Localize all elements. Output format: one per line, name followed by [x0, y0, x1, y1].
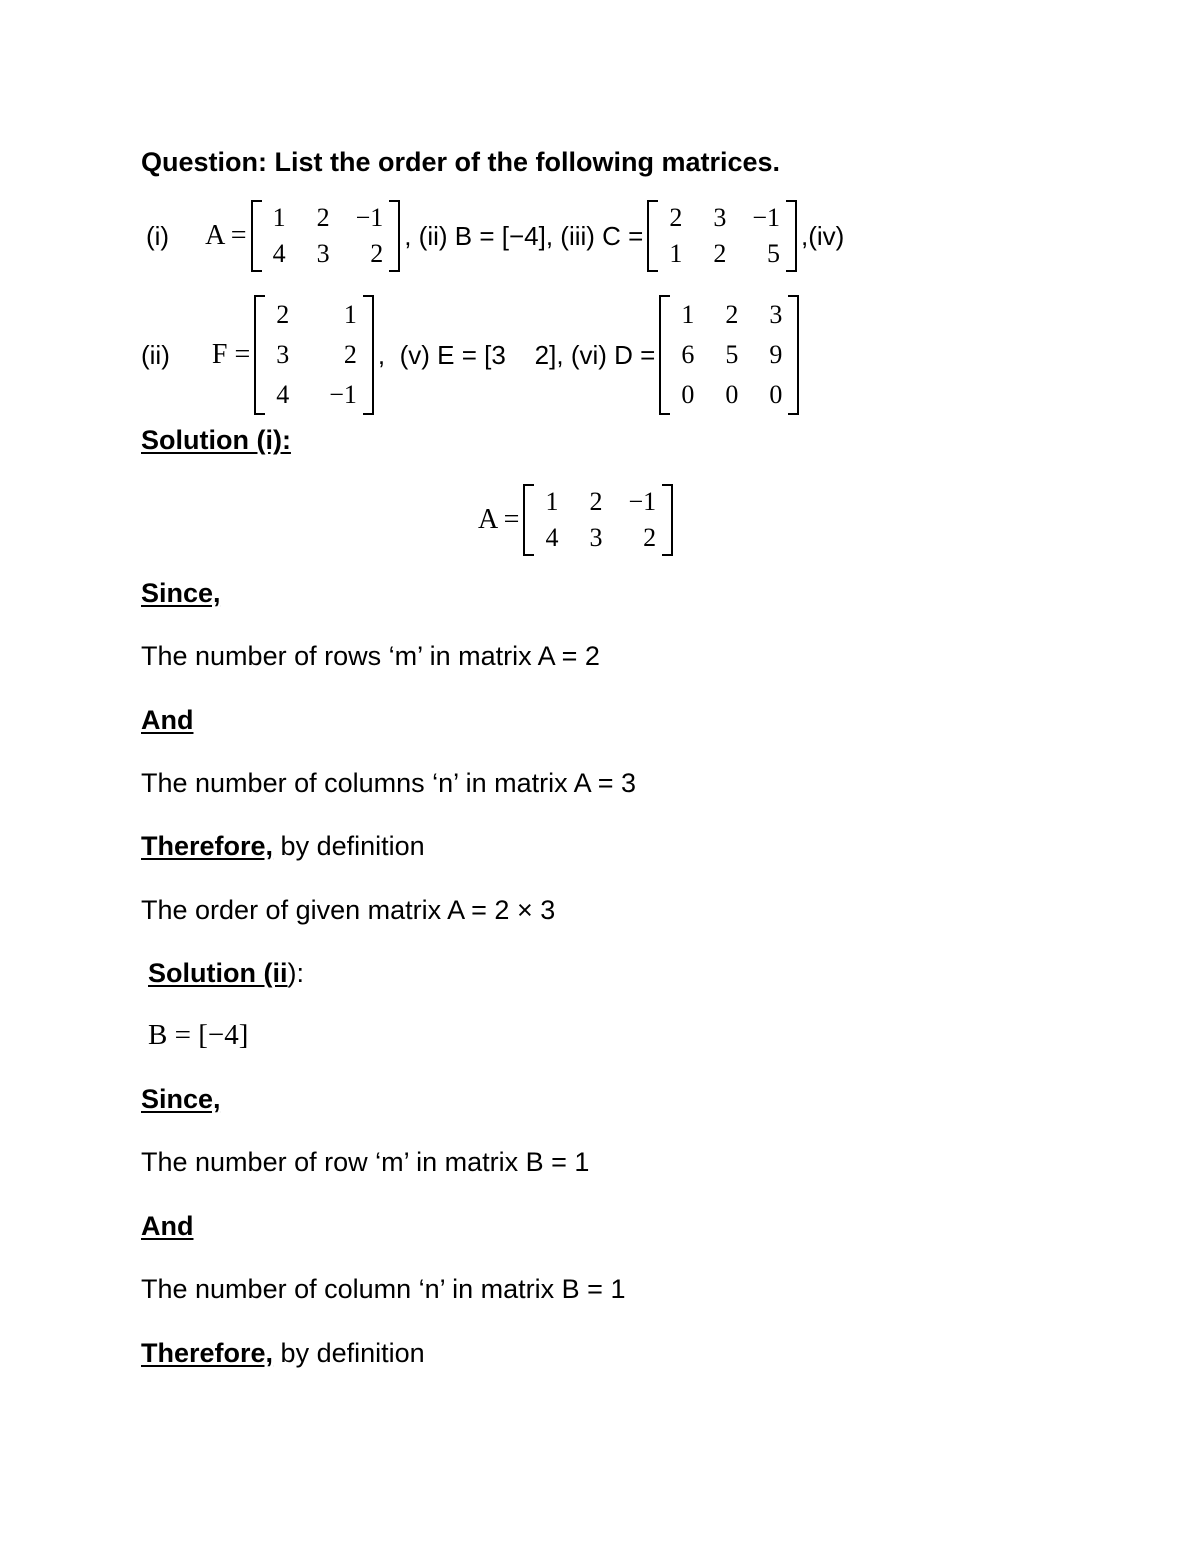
- matrix-f: [254, 295, 374, 415]
- solution-ii-by-definition: by definition: [273, 1338, 425, 1368]
- matrix-cell: 2: [713, 239, 727, 268]
- matrix-cell: 3: [713, 203, 727, 232]
- matrix-cell: 2: [643, 523, 657, 552]
- matrix-cell: 9: [769, 340, 783, 369]
- solution-i-rows-text: The number of rows ‘m’ in matrix A = 2: [141, 641, 600, 671]
- solution-i-therefore: Therefore,: [141, 831, 274, 861]
- item-ii-iii-label: , (ii) B = [−4], (iii) C =: [404, 220, 644, 251]
- solution-ii-rows-text: The number of row ‘m’ in matrix B = 1: [141, 1147, 590, 1177]
- solution-i-matrix-a-grid: [534, 484, 662, 556]
- matrix-cell: 3: [276, 340, 290, 369]
- matrix-cell: 2: [316, 203, 330, 232]
- question-heading: Question: List the order of the following matrices.: [141, 147, 781, 177]
- item-i-label: (i): [146, 220, 170, 251]
- matrix-c: [647, 200, 797, 272]
- solution-ii-heading: Solution (ii: [148, 958, 288, 988]
- item-iv-label: ,(iv): [801, 220, 845, 251]
- solution-i-therefore-line: [141, 830, 425, 862]
- matrix-c-grid: [658, 200, 786, 272]
- matrix-d: [659, 295, 799, 415]
- matrix-cell: 1: [681, 300, 695, 329]
- matrix-cell: 0: [769, 380, 783, 409]
- matrix-f-name: F =: [211, 339, 251, 370]
- matrix-cell: 4: [545, 523, 559, 552]
- matrix-cell: 3: [316, 239, 330, 268]
- matrix-a-name: A =: [205, 220, 247, 251]
- matrix-d-grid: [670, 295, 788, 415]
- matrix-cell: −1: [329, 380, 357, 409]
- solution-ii-and: And: [141, 1211, 194, 1241]
- item-ii2-label: (ii): [141, 339, 170, 370]
- solution-i-heading: Solution (i):: [141, 425, 291, 455]
- solution-ii-heading-end: ):: [287, 958, 304, 988]
- solution-ii-cols-text: The number of column ‘n’ in matrix B = 1: [141, 1274, 626, 1304]
- matrix-cell: 0: [681, 380, 695, 409]
- matrix-cell: 4: [276, 380, 290, 409]
- matrix-cell: 2: [589, 487, 603, 516]
- matrix-cell: 2: [276, 300, 290, 329]
- solution-ii-therefore: Therefore,: [141, 1338, 274, 1368]
- solution-i-matrix-a: [523, 484, 673, 556]
- matrix-cell: 6: [681, 340, 695, 369]
- solution-ii-heading-line: [148, 957, 304, 989]
- solution-i-equation: [478, 484, 677, 556]
- matrix-cell: 3: [769, 300, 783, 329]
- solution-i-a-name: A =: [478, 504, 520, 535]
- solution-i-cols-text: The number of columns ‘n’ in matrix A = 3: [141, 768, 636, 798]
- matrix-cell: 3: [589, 523, 603, 552]
- matrix-cell: −1: [752, 203, 781, 232]
- solution-i-since: Since,: [141, 578, 221, 608]
- matrix-cell: 2: [669, 203, 683, 232]
- question-row-1: [146, 200, 844, 272]
- matrix-cell: 2: [725, 300, 739, 329]
- matrix-cell: 0: [725, 380, 739, 409]
- matrix-cell: 5: [767, 239, 781, 268]
- matrix-cell: 2: [343, 340, 357, 369]
- matrix-a-grid: [262, 200, 390, 272]
- matrix-cell: 1: [343, 300, 357, 329]
- matrix-cell: 2: [370, 239, 384, 268]
- matrix-cell: 1: [669, 239, 683, 268]
- solution-ii-therefore-line: [141, 1337, 425, 1369]
- solution-ii-since: Since,: [141, 1084, 221, 1114]
- matrix-f-grid: [265, 295, 363, 415]
- solution-i-and: And: [141, 705, 194, 735]
- matrix-cell: 1: [545, 487, 559, 516]
- matrix-cell: 5: [725, 340, 739, 369]
- matrix-cell: −1: [355, 203, 384, 232]
- solution-i-by-definition: by definition: [273, 831, 425, 861]
- question-row-2: [141, 295, 803, 415]
- matrix-cell: 4: [272, 239, 286, 268]
- matrix-cell: 1: [272, 203, 286, 232]
- matrix-cell: −1: [628, 487, 657, 516]
- solution-ii-b-equation: B = [−4]: [148, 1019, 249, 1051]
- solution-i-order-text: The order of given matrix A = 2 × 3: [141, 895, 556, 925]
- item-v-vi-label: , (v) E = [3 2], (vi) D =: [377, 339, 656, 370]
- matrix-a: [251, 200, 401, 272]
